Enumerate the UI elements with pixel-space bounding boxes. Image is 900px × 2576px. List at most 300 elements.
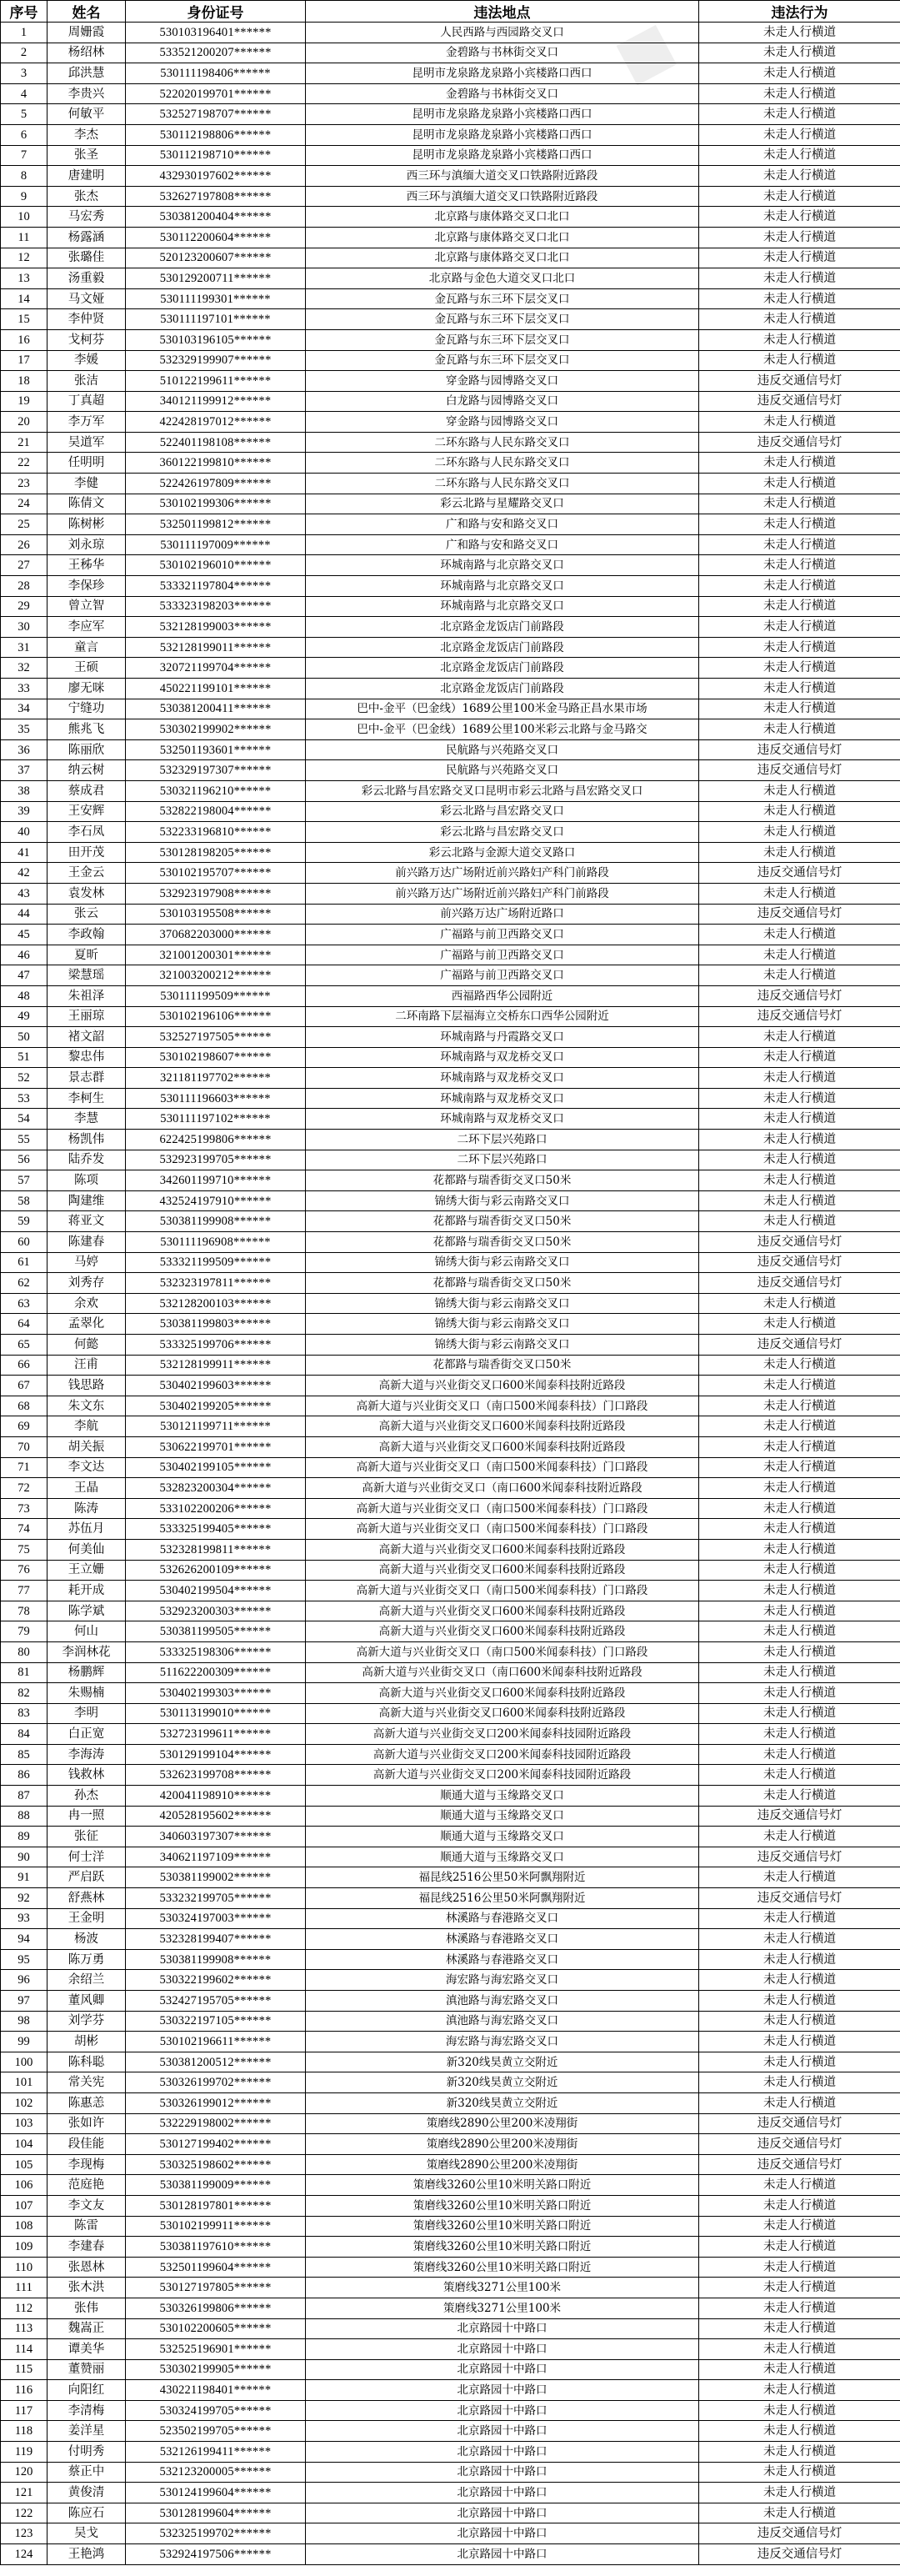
cell-location: 策磨线2890公里200米凌翔街 <box>306 2134 699 2155</box>
table-row <box>1 166 900 187</box>
cell-name: 汪甫 <box>48 1355 126 1376</box>
cell-name: 段佳能 <box>48 2134 126 2155</box>
cell-name: 董赞丽 <box>48 2359 126 2380</box>
cell-id: 532923197908****** <box>126 883 306 904</box>
cell-no: 88 <box>1 1806 48 1827</box>
cell-location: 民航路与兴苑路交叉口 <box>306 760 699 781</box>
cell-id: 533102200206****** <box>126 1498 306 1519</box>
cell-no: 62 <box>1 1273 48 1294</box>
cell-location: 西三环与滇缅大道交叉口铁路附近路段 <box>306 186 699 207</box>
cell-id: 321181197702****** <box>126 1068 306 1089</box>
cell-no: 113 <box>1 2318 48 2339</box>
cell-location: 北京路园十中路口 <box>306 2442 699 2463</box>
table-row <box>1 1498 900 1519</box>
cell-violation: 未走人行横道 <box>699 412 900 433</box>
table-body <box>1 23 900 2565</box>
cell-location: 穿金路与园博路交叉口 <box>306 412 699 433</box>
cell-violation: 未走人行横道 <box>699 617 900 638</box>
cell-name: 李石凤 <box>48 822 126 843</box>
cell-id: 530402199603****** <box>126 1376 306 1396</box>
table-row <box>1 822 900 843</box>
cell-id: 532128199911****** <box>126 1355 306 1376</box>
cell-name: 陶建维 <box>48 1190 126 1211</box>
cell-name: 马文娅 <box>48 288 126 309</box>
table-row <box>1 227 900 248</box>
cell-location: 北京路园十中路口 <box>306 2523 699 2544</box>
cell-violation: 违反交通信号灯 <box>699 863 900 884</box>
cell-violation: 未走人行横道 <box>699 1355 900 1376</box>
cell-violation: 未走人行横道 <box>699 514 900 535</box>
cell-id: 533323198203****** <box>126 596 306 617</box>
cell-name: 廖无咪 <box>48 679 126 699</box>
cell-location: 锦绣大街与彩云南路交叉口 <box>306 1335 699 1356</box>
cell-name: 何敏平 <box>48 104 126 125</box>
cell-location: 北京路园十中路口 <box>306 2359 699 2380</box>
table-row <box>1 945 900 965</box>
table-row <box>1 288 900 309</box>
cell-id: 530102199911****** <box>126 2216 306 2237</box>
cell-violation: 未走人行横道 <box>699 1457 900 1478</box>
table-row <box>1 596 900 617</box>
cell-location: 金瓦路与东三环下层交叉口 <box>306 288 699 309</box>
cell-violation: 未走人行横道 <box>699 822 900 843</box>
table-row <box>1 1047 900 1068</box>
table-row <box>1 145 900 166</box>
cell-location: 前兴路万达广场附近路口 <box>306 904 699 925</box>
cell-no: 71 <box>1 1457 48 1478</box>
table-row <box>1 1150 900 1170</box>
cell-no: 86 <box>1 1765 48 1786</box>
table-row <box>1 1252 900 1273</box>
cell-no: 77 <box>1 1581 48 1601</box>
cell-violation: 未走人行横道 <box>699 104 900 125</box>
cell-id: 432930197602****** <box>126 166 306 187</box>
cell-id: 532527197505****** <box>126 1027 306 1048</box>
cell-id: 532923200303****** <box>126 1601 306 1621</box>
cell-name: 邱洪慧 <box>48 63 126 84</box>
cell-violation: 未走人行横道 <box>699 1683 900 1704</box>
cell-id: 532626200109****** <box>126 1560 306 1581</box>
table-row <box>1 1436 900 1457</box>
table-row <box>1 1457 900 1478</box>
cell-location: 福昆线2516公里50米阿飘翔附近 <box>306 1888 699 1909</box>
cell-no: 69 <box>1 1416 48 1437</box>
cell-location: 福昆线2516公里50米阿飘翔附近 <box>306 1867 699 1888</box>
cell-id: 532623199708****** <box>126 1765 306 1786</box>
cell-name: 张圣 <box>48 145 126 166</box>
cell-violation: 违反交通信号灯 <box>699 1888 900 1909</box>
cell-location: 北京路园十中路口 <box>306 2339 699 2360</box>
cell-no: 21 <box>1 432 48 453</box>
cell-location: 高新大道与兴业街交叉口600米闻泰科技附近路段 <box>306 1376 699 1396</box>
cell-no: 123 <box>1 2523 48 2544</box>
table-row <box>1 43 900 63</box>
cell-no: 49 <box>1 1006 48 1027</box>
table-row <box>1 985 900 1006</box>
cell-id: 530124199604****** <box>126 2483 306 2503</box>
cell-location: 高新大道与兴业街交叉口（南口500米闻泰科技）门口路段 <box>306 1519 699 1540</box>
cell-no: 17 <box>1 350 48 371</box>
cell-id: 530402199105****** <box>126 1457 306 1478</box>
cell-id: 530121199711****** <box>126 1416 306 1437</box>
table-row <box>1 1273 900 1294</box>
table-row <box>1 1027 900 1048</box>
cell-name: 李政翰 <box>48 925 126 945</box>
cell-name: 陈项 <box>48 1170 126 1191</box>
cell-name: 李健 <box>48 474 126 494</box>
cell-name: 陆乔发 <box>48 1150 126 1170</box>
cell-violation: 未走人行横道 <box>699 1621 900 1642</box>
cell-id: 532525196901****** <box>126 2339 306 2360</box>
cell-no: 98 <box>1 2011 48 2032</box>
cell-no: 112 <box>1 2298 48 2318</box>
cell-name: 付明秀 <box>48 2442 126 2463</box>
cell-no: 57 <box>1 1170 48 1191</box>
cell-name: 杨露涵 <box>48 227 126 248</box>
cell-violation: 未走人行横道 <box>699 2092 900 2113</box>
table-row <box>1 1232 900 1253</box>
cell-name: 余欢 <box>48 1293 126 1314</box>
cell-name: 李慧 <box>48 1109 126 1130</box>
cell-id: 533321199509****** <box>126 1252 306 1273</box>
cell-id: 530381199009****** <box>126 2175 306 2196</box>
table-row <box>1 124 900 145</box>
cell-id: 530381199505****** <box>126 1621 306 1642</box>
cell-name: 余绍兰 <box>48 1970 126 1991</box>
cell-id: 530127197805****** <box>126 2278 306 2298</box>
cell-no: 9 <box>1 186 48 207</box>
table-row <box>1 350 900 371</box>
cell-violation: 未走人行横道 <box>699 2216 900 2237</box>
table-row <box>1 2359 900 2380</box>
cell-name: 陈科聪 <box>48 2052 126 2072</box>
cell-violation: 未走人行横道 <box>699 1929 900 1950</box>
cell-no: 45 <box>1 925 48 945</box>
cell-id: 530381199908****** <box>126 1949 306 1970</box>
cell-violation: 未走人行横道 <box>699 2278 900 2298</box>
cell-id: 532427195705****** <box>126 1991 306 2012</box>
cell-name: 陈学斌 <box>48 1601 126 1621</box>
cell-name: 刘学芬 <box>48 2011 126 2032</box>
cell-id: 530111198406****** <box>126 63 306 84</box>
cell-location: 彩云北路与星耀路交叉口 <box>306 494 699 514</box>
cell-name: 蒋亚文 <box>48 1211 126 1232</box>
cell-no: 5 <box>1 104 48 125</box>
cell-no: 91 <box>1 1867 48 1888</box>
table-row <box>1 2462 900 2483</box>
cell-id: 530326199806****** <box>126 2298 306 2318</box>
cell-name: 孟翠化 <box>48 1314 126 1335</box>
table-row <box>1 1170 900 1191</box>
header-id: 身份证号 <box>126 1 306 23</box>
cell-id: 511622200309****** <box>126 1662 306 1683</box>
cell-violation: 未走人行横道 <box>699 186 900 207</box>
cell-id: 340121199912****** <box>126 391 306 412</box>
table-row <box>1 1314 900 1335</box>
cell-id: 532501199604****** <box>126 2257 306 2278</box>
cell-violation: 违反交通信号灯 <box>699 2154 900 2175</box>
cell-id: 530112198806****** <box>126 124 306 145</box>
cell-no: 59 <box>1 1211 48 1232</box>
cell-name: 王晶 <box>48 1478 126 1499</box>
cell-name: 王立姗 <box>48 1560 126 1581</box>
cell-violation: 未走人行横道 <box>699 1478 900 1499</box>
table-row <box>1 2237 900 2258</box>
table-row <box>1 780 900 801</box>
table-row <box>1 412 900 433</box>
table-row <box>1 2318 900 2339</box>
cell-violation: 未走人行横道 <box>699 883 900 904</box>
cell-name: 苏伍月 <box>48 1519 126 1540</box>
table-row <box>1 801 900 822</box>
cell-violation: 未走人行横道 <box>699 1314 900 1335</box>
table-row <box>1 1130 900 1150</box>
cell-location: 策磨线3260公里10米明关路口附近 <box>306 2175 699 2196</box>
cell-name: 陈倩文 <box>48 494 126 514</box>
cell-no: 104 <box>1 2134 48 2155</box>
table-row <box>1 617 900 638</box>
cell-name: 张伟 <box>48 2298 126 2318</box>
cell-name: 钱思路 <box>48 1376 126 1396</box>
table-row <box>1 1662 900 1683</box>
cell-id: 530112198710****** <box>126 145 306 166</box>
cell-id: 422428197012****** <box>126 412 306 433</box>
cell-name: 王丽琼 <box>48 1006 126 1027</box>
cell-id: 530111196908****** <box>126 1232 306 1253</box>
cell-id: 532924197506****** <box>126 2544 306 2565</box>
cell-no: 116 <box>1 2380 48 2401</box>
cell-violation: 未走人行横道 <box>699 1786 900 1807</box>
cell-no: 83 <box>1 1703 48 1724</box>
cell-location: 策磨线2890公里200米凌翔街 <box>306 2113 699 2134</box>
table-row <box>1 1847 900 1867</box>
cell-location: 北京路园十中路口 <box>306 2544 699 2565</box>
cell-id: 533232199705****** <box>126 1888 306 1909</box>
header-name: 姓名 <box>48 1 126 23</box>
table-row <box>1 1827 900 1847</box>
table-row <box>1 699 900 719</box>
cell-location: 策磨线3271公里100米 <box>306 2298 699 2318</box>
cell-no: 103 <box>1 2113 48 2134</box>
cell-no: 27 <box>1 555 48 576</box>
cell-location: 锦绣大街与彩云南路交叉口 <box>306 1293 699 1314</box>
cell-violation: 违反交通信号灯 <box>699 760 900 781</box>
cell-no: 60 <box>1 1232 48 1253</box>
table-row <box>1 2072 900 2093</box>
cell-name: 梁慧瑶 <box>48 965 126 986</box>
cell-location: 花都路与瑞香街交叉口50米 <box>306 1170 699 1191</box>
cell-location: 高新大道与兴业街交叉口600米闻泰科技附近路段 <box>306 1416 699 1437</box>
cell-name: 陈惠恙 <box>48 2092 126 2113</box>
cell-name: 杨鹏辉 <box>48 1662 126 1683</box>
cell-name: 张云 <box>48 904 126 925</box>
cell-name: 褚文韶 <box>48 1027 126 1048</box>
cell-violation: 未走人行横道 <box>699 2483 900 2503</box>
cell-violation: 未走人行横道 <box>699 1744 900 1765</box>
cell-name: 白正宽 <box>48 1724 126 1745</box>
cell-violation: 未走人行横道 <box>699 1293 900 1314</box>
table-row <box>1 2134 900 2155</box>
cell-violation: 未走人行横道 <box>699 1376 900 1396</box>
cell-violation: 未走人行横道 <box>699 2195 900 2216</box>
cell-name: 李柯生 <box>48 1088 126 1109</box>
table-row <box>1 432 900 453</box>
cell-name: 张洁 <box>48 371 126 392</box>
cell-name: 何懿 <box>48 1335 126 1356</box>
table-row <box>1 2380 900 2401</box>
cell-name: 李万军 <box>48 412 126 433</box>
cell-name: 王安辉 <box>48 801 126 822</box>
cell-no: 99 <box>1 2032 48 2052</box>
table-row <box>1 534 900 555</box>
cell-id: 530402199205****** <box>126 1396 306 1416</box>
cell-violation: 未走人行横道 <box>699 1068 900 1089</box>
cell-id: 533325198306****** <box>126 1641 306 1662</box>
cell-location: 顺通大道与玉缘路交叉口 <box>306 1786 699 1807</box>
cell-id: 532328199811****** <box>126 1539 306 1560</box>
cell-location: 广福路与前卫西路交叉口 <box>306 965 699 986</box>
cell-violation: 未走人行横道 <box>699 83 900 104</box>
cell-no: 13 <box>1 268 48 289</box>
cell-name: 戈柯芬 <box>48 329 126 350</box>
cell-violation: 未走人行横道 <box>699 124 900 145</box>
cell-id: 522020199701****** <box>126 83 306 104</box>
cell-name: 李保珍 <box>48 576 126 597</box>
cell-violation: 未走人行横道 <box>699 166 900 187</box>
cell-name: 李媛 <box>48 350 126 371</box>
table-row <box>1 1703 900 1724</box>
cell-id: 321001200301****** <box>126 945 306 965</box>
table-row <box>1 2442 900 2463</box>
cell-location: 花都路与瑞香街交叉口50米 <box>306 1211 699 1232</box>
cell-location: 海宏路与海宏路交叉口 <box>306 2032 699 2052</box>
cell-no: 61 <box>1 1252 48 1273</box>
cell-no: 64 <box>1 1314 48 1335</box>
cell-name: 李贵兴 <box>48 83 126 104</box>
cell-violation: 未走人行横道 <box>699 1601 900 1621</box>
header-location: 违法地点 <box>306 1 699 23</box>
cell-location: 昆明市龙泉路龙泉路小宾楼路口西口 <box>306 124 699 145</box>
cell-id: 522426197809****** <box>126 474 306 494</box>
cell-no: 79 <box>1 1621 48 1642</box>
cell-id: 530111196603****** <box>126 1088 306 1109</box>
cell-id: 530103195508****** <box>126 904 306 925</box>
cell-name: 杨波 <box>48 1929 126 1950</box>
cell-violation: 未走人行横道 <box>699 1908 900 1929</box>
cell-id: 530302199905****** <box>126 2359 306 2380</box>
cell-no: 74 <box>1 1519 48 1540</box>
cell-id: 530381199002****** <box>126 1867 306 1888</box>
table-row <box>1 207 900 228</box>
cell-name: 刘永琼 <box>48 534 126 555</box>
cell-violation: 未走人行横道 <box>699 2032 900 2052</box>
cell-location: 策磨线3260公里10米明关路口附近 <box>306 2257 699 2278</box>
cell-location: 高新大道与兴业街交叉口600米闻泰科技附近路段 <box>306 1683 699 1704</box>
cell-violation: 未走人行横道 <box>699 780 900 801</box>
cell-violation: 未走人行横道 <box>699 699 900 719</box>
cell-name: 耗开成 <box>48 1581 126 1601</box>
cell-no: 10 <box>1 207 48 228</box>
cell-no: 56 <box>1 1150 48 1170</box>
cell-name: 杨凯伟 <box>48 1130 126 1150</box>
cell-no: 108 <box>1 2216 48 2237</box>
cell-name: 张璐佳 <box>48 248 126 268</box>
cell-name: 陈涛 <box>48 1498 126 1519</box>
cell-location: 花都路与瑞香街交叉口50米 <box>306 1355 699 1376</box>
cell-no: 12 <box>1 248 48 268</box>
table-row <box>1 2503 900 2523</box>
cell-no: 34 <box>1 699 48 719</box>
cell-location: 金瓦路与东三环下层交叉口 <box>306 329 699 350</box>
cell-location: 北京路与金色大道交叉口北口 <box>306 268 699 289</box>
table-row <box>1 1744 900 1765</box>
cell-violation: 未走人行横道 <box>699 2421 900 2442</box>
cell-violation: 未走人行横道 <box>699 1498 900 1519</box>
cell-location: 前兴路万达广场附近前兴路妇产科门前路段 <box>306 863 699 884</box>
cell-id: 532126199411****** <box>126 2442 306 2463</box>
cell-id: 530129200711****** <box>126 268 306 289</box>
table-row <box>1 1355 900 1376</box>
table-row <box>1 2483 900 2503</box>
cell-no: 43 <box>1 883 48 904</box>
cell-no: 109 <box>1 2237 48 2258</box>
cell-violation: 违反交通信号灯 <box>699 2544 900 2565</box>
cell-violation: 违反交通信号灯 <box>699 1335 900 1356</box>
cell-violation: 未走人行横道 <box>699 474 900 494</box>
cell-violation: 未走人行横道 <box>699 925 900 945</box>
table-row <box>1 1724 900 1745</box>
cell-location: 彩云北路与昌宏路交叉口 <box>306 801 699 822</box>
table-row <box>1 2339 900 2360</box>
cell-no: 78 <box>1 1601 48 1621</box>
cell-name: 曾立智 <box>48 596 126 617</box>
cell-name: 马宏秀 <box>48 207 126 228</box>
cell-no: 97 <box>1 1991 48 2012</box>
cell-name: 黄俊清 <box>48 2483 126 2503</box>
table-row <box>1 2011 900 2032</box>
cell-violation: 未走人行横道 <box>699 534 900 555</box>
cell-location: 环城南路与北京路交叉口 <box>306 576 699 597</box>
cell-location: 海宏路与海宏路交叉口 <box>306 1970 699 1991</box>
cell-violation: 未走人行横道 <box>699 329 900 350</box>
cell-location: 高新大道与兴业街交叉口600米闻泰科技附近路段 <box>306 1703 699 1724</box>
cell-no: 50 <box>1 1027 48 1048</box>
table-row <box>1 555 900 576</box>
table-row <box>1 1786 900 1807</box>
cell-location: 西三环与滇缅大道交叉口铁路附近路段 <box>306 166 699 187</box>
table-row <box>1 391 900 412</box>
cell-no: 19 <box>1 391 48 412</box>
cell-violation: 违反交通信号灯 <box>699 904 900 925</box>
cell-violation: 未走人行横道 <box>699 1130 900 1150</box>
cell-id: 530321196210****** <box>126 780 306 801</box>
cell-location: 顺通大道与玉缘路交叉口 <box>306 1847 699 1867</box>
cell-name: 丁真超 <box>48 391 126 412</box>
cell-location: 北京路园十中路口 <box>306 2400 699 2421</box>
cell-id: 510122199611****** <box>126 371 306 392</box>
cell-violation: 未走人行横道 <box>699 1109 900 1130</box>
cell-name: 李应军 <box>48 617 126 638</box>
cell-violation: 违反交通信号灯 <box>699 1006 900 1027</box>
table-row <box>1 186 900 207</box>
cell-violation: 违反交通信号灯 <box>699 2523 900 2544</box>
cell-no: 54 <box>1 1109 48 1130</box>
cell-no: 120 <box>1 2462 48 2483</box>
cell-id: 530128199604****** <box>126 2503 306 2523</box>
cell-violation: 违反交通信号灯 <box>699 1806 900 1827</box>
cell-id: 532323197811****** <box>126 1273 306 1294</box>
cell-location: 北京路园十中路口 <box>306 2503 699 2523</box>
